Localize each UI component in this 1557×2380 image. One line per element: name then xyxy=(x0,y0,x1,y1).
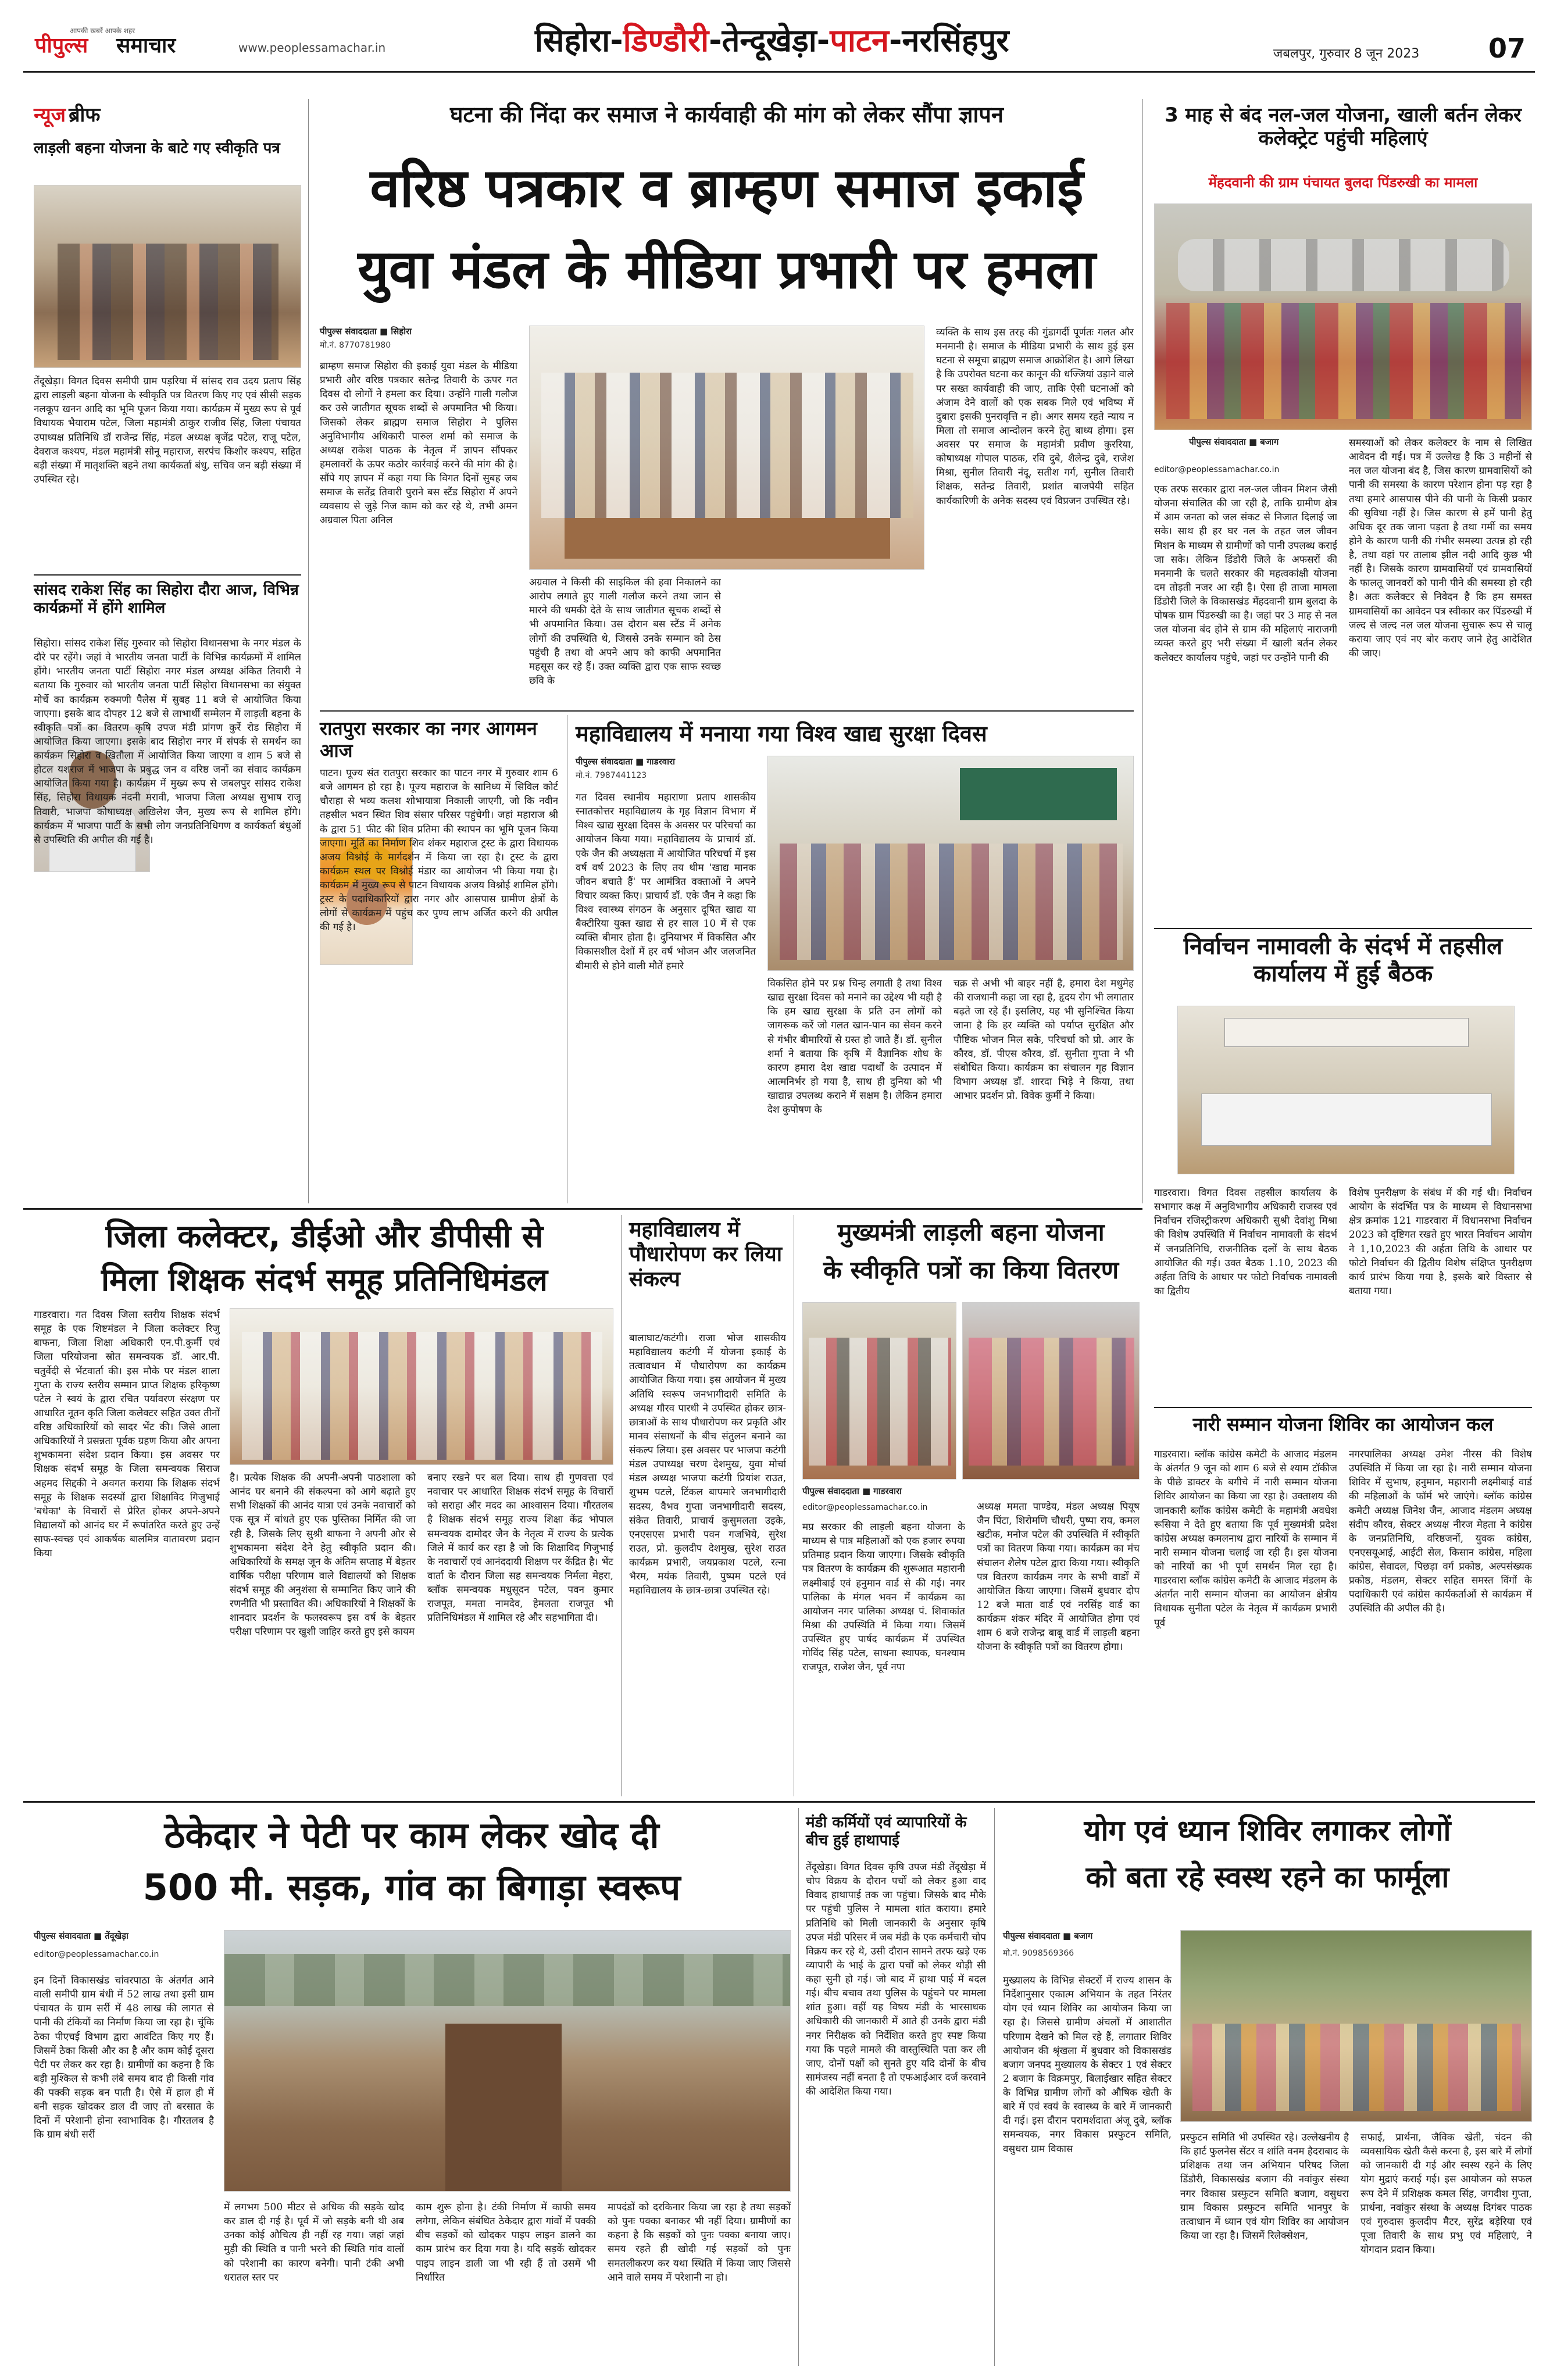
yoga-photo xyxy=(1180,1930,1532,2122)
women-camp-headline: नारी सम्मान योजना शिविर का आयोजन कल xyxy=(1192,1413,1494,1435)
road-photo xyxy=(224,1930,791,2192)
water-headline: 3 माह से बंद नल-जल योजना, खाली बर्तन लेकर कलेक्ट्रेट पहुंची महिलाएं xyxy=(1165,103,1522,151)
byline-place: सिहोरा xyxy=(391,326,412,337)
food-col3: चक्र से अभी भी बाहर नहीं है, हमारा देश मधुमेह की राजधानी कहा जा रहा है, हृदय रोग भी लगातार बढ़ते जा रहे हैं। इसलिए, यह भी सुनिश्चित किया जाना है कि हर व्यक्ति को पर्याप्त सुरक्षित और पौष्टिक भोजन मिल सके, परिचर्चा को प्रो. आर के कौरव, डॉ. पीएस कौरव, डॉ. सुनीता गुप्ता ने भी संबोधित किया। कार्यक्रम का संचालन गृह विज्ञान विभाग अध्यक्ष डॉ. शारदा भिड़े ने किया, तथा आभार प्रदर्शन प्रो. विवेक कुर्मी ने किया। xyxy=(954,978,1134,1102)
byline-place: बजाग xyxy=(1074,1931,1093,1941)
yoga-col3: सफाई, प्रार्थना, जैविक खेती, चंदन की व्यवसायिक खेती कैसे करना है, इस बारे में लोगों को जानकारी दी गई और स्वस्थ रहने के लिए योग मुद्राएं कराई गई। इस आयोजन को सफल रूप देने में प्रशिक्षक कमल सिंह, जगदीश गुप्ता, प्रार्थना, नवांकुर संस्था के अध्यक्ष दिगंबर पाठक एवं गुरुदास कुलदीप मैटर, सुरेंद्र बड़ेरिया एवं पूजा तिवारी के साथ प्रभु एवं महिलाएं, ने योगदान प्रदान किया। xyxy=(1360,2132,1532,2256)
byline-dot: ■ xyxy=(1062,1931,1072,1941)
region-tendukheda: तेन्दूखेड़ा xyxy=(722,22,817,59)
road-headline-line1: ठेकेदार ने पेटी पर काम लेकर खोद दी xyxy=(164,1814,659,1856)
byline-dot: ■ xyxy=(1248,437,1258,447)
dateline: जबलपुर, गुरुवार 8 जून 2023 xyxy=(1273,47,1420,61)
byline-place: गाडरवारा xyxy=(873,1486,902,1496)
byline-dot: ■ xyxy=(93,1931,102,1941)
patan-title: रातपुरा सरकार का नगर आगमन आज xyxy=(320,717,537,762)
column-rule xyxy=(1142,99,1143,1203)
photo-people xyxy=(780,844,1123,960)
byline-mobile: मो.नं. 7987441123 xyxy=(576,771,647,780)
photo-people xyxy=(1192,2024,1521,2111)
yoga-byline xyxy=(1003,1930,1172,1959)
region-sep: - xyxy=(889,22,902,59)
yoga-col2: प्रस्फुटन समिति भी उपस्थित रहे। उल्लेखनीय है कि हार्ट फुलनेस सेंटर व शांति वनम हैदराबाद के प्रशिक्षक तथा जन अभियान परिषद जिला डिंडौरी, विकासखंड बजाग की नवांकुर संस्था नगर विकास प्रस्फुटन समिति बजाग, वसुधरा ग्राम विकास प्रस्फुटन समिति भानपुर के तत्वाधान में ध्यान एवं योग शिविर का आयोजन किया जा रहा है। जिसमें रिलेक्सेशन, xyxy=(1180,2132,1349,2242)
byline-dot: ■ xyxy=(862,1486,871,1496)
column-rule xyxy=(994,1808,995,2366)
byline-name: पीपुल्स संवाददाता xyxy=(1003,1931,1060,1941)
election-col2: विशेष पुनरीक्षण के संबंध में की गई थी। निर्वाचन आयोग के संदर्भित पत्र के माध्यम से विधानसभा क्षेत्र क्रमांक 121 गाडरवारा में विधानसभा निर्वाचन 2023 को दृष्टिगत रखते हुए भारत निर्वाचन आयोग ने 1,10,2023 की अर्हता तिथि के आधार पर फोटो निर्वाचन की द्वितीय विशेष संक्षिप्त पुनरीक्षण कार्य प्रारंभ किया गया है, इसके बारे विस्तार से बताया गया। xyxy=(1349,1187,1532,1297)
yoga-col1: मुख्यालय के विभिन्न सेक्टरों में राज्य शासन के निर्देशानुसार एकात्म अभियान के तहत निरंतर योग एवं ध्यान शिविर का आयोजन किया जा रहा है। जिससे ग्रामीण अंचलों में आशातीत परिणाम देखने को मिल रहे हैं, लगातार शिविर आयोजन की श्रृंखला में बुधवार को विकासखंड बजाग जनपद मुख्यालय के सेक्टर 1 एवं सेक्टर 2 बजाग के विक्रमपुर, बिलाईखार सहित सेक्टर के विभिन्न ग्रामीण लोगों को औषिक खेती के बारे में एवं स्वयं के स्वास्थ्य के बारे में जानकारी दी गई। इस दौरान परामर्शदाता अंजू दुबे, ब्लॉक समन्वयक, नगर विकास प्रस्फुटन समिति, वसुधरा ग्राम विकास xyxy=(1003,1975,1172,2155)
road-headline-line2: 500 मी. सड़क, गांव का बिगाड़ा स्वरूप xyxy=(142,1866,681,1909)
teachers-col3: बनाए रखने पर बल दिया। साथ ही गुणवत्ता एवं नवाचार पर आधारित शिक्षक संदर्भ समूह के विचारों को सराहा और मदद का आश्वासन दिया। गौरतलब है शिक्षक संदर्भ समूह राज्य शिक्षा केंद्र भोपाल समन्वयक दामोदर जैन के नेतृत्व में राज्य के प्रत्येक जिले में कार्य कर रहा है जो कि शिक्षाविद गिजुभाई के नवाचारों एवं आनंददायी शिक्षण पर केंद्रित है। भेंट वार्ता के दौरान जिला सह समन्वयक निर्मला मेहरा, ब्लॉक समन्वयक मधुसूदन पटेल, पवन कुमार राजपूत, ममता नामदेव, हेमलता राजपूत भी प्रतिनिधिमंडल में शामिल रहे और सहभागिता दी। xyxy=(427,1472,613,1624)
plantation-headline: महाविद्यालय में पौधारोपण कर लिया संकल्प xyxy=(629,1218,783,1291)
water-subhead: मेंहदवानी की ग्राम पंचायत बुलदा पिंडरुखी का मामला xyxy=(1208,174,1478,191)
masthead-rule xyxy=(23,71,1535,73)
photo-people xyxy=(969,1338,1134,1466)
news-brief-label xyxy=(34,103,101,127)
road-col1: इन दिनों विकासखंड चांवरपाठा के अंतर्गत आने वाली समीपी ग्राम बंधी में 52 लाख तथा इसी ग्राम पंचायत के ग्राम सर्री में 48 लाख की लागत से पानी की टंकियों का निर्माण किया जा रहा है। चूंकि ठेका पीएचई विभाग द्वारा आवंटित किए गए हैं। जिसमें ठेका किसी और का है और काम कोई दूसरा पेटी पर लेकर कर रहा है। ग्रामीणों का कहना है कि बड़ी मुश्किल से कभी लंबे समय बाद ही किसी गांव की पक्की सड़क बन पाती है। ऐसे में हाल ही में बनी सड़क खोदकर डाल दी जाए तो बरसात के दिनों में परेशानी होना स्वाभाविक है। गौरतलब है कि ग्राम बंधी सर्री xyxy=(34,1975,214,2141)
logo xyxy=(35,28,233,63)
byline-name: पीपुल्स संवाददाता xyxy=(576,756,633,767)
photo-people xyxy=(809,1338,951,1466)
mandi-headline: मंडी कर्मियों एवं व्यापारियों के बीच हुई हाथापाई xyxy=(806,1814,967,1849)
brief1-text: तेंदूखेड़ा। विगत दिवस समीपी ग्राम पड़रिया में सांसद राव उदय प्रताप सिंह द्वारा लाड़ली बहना योजना के स्वीकृति पत्र वितरण किए गए एवं सीसी सड़क नलकूप खनन आदि का भूमि पूजन किया गया। कार्यक्रम में मुख्य रूप से पूर्व विधायक भैयाराम पटेल, जिला महामंत्री ठाकुर राजीव सिंह, जिला पंचायत उपाध्यक्ष प्रतिनिधि डॉ राजेन्द्र सिंह, मंडल अध्यक्ष बृजेंद्र पटेल, राजू पटेल, देवराज कश्यप, मंडल महामंत्री सोनू महाराज, सरपंच किशोर कश्यप, सहित बड़ी संख्या में मातृशक्ति बहने तथा कार्यकर्ता बंधु, सचिव जन बड़ी संख्या में उपस्थित रहे। xyxy=(34,376,301,485)
election-col1: गाडरवारा। विगत दिवस तहसील कार्यालय के सभागार कक्ष में अनुविभागीय अधिकारी राजस्व एवं निर्वाचन रजिस्ट्रीकरण अधिकारी सुश्री देवांशु मिश्रा की विशेष उपस्थिति में निर्वाचन नामावली के संदर्भ में जनप्रतिनिधि, राजनीतिक दलों के साथ बैठक आयोजित की गई। उक्त बैठक 1.10, 2023 की अर्हता तिथि के आधार पर फोटो निर्वाचक नामावली का द्वितीय xyxy=(1154,1187,1337,1297)
lead-col1: ब्राम्हण समाज सिहोरा की इकाई युवा मंडल के मीडिया प्रभारी और वरिष्ठ पत्रकार सतेन्द्र तिवारी के ऊपर गत दिवस दो लोगों ने हमला कर दिया। उन्होंने गाली गलौज कर उसे जातीगत सूचक शब्दों से अपमानित भी किया। जिसको लेकर ब्राह्मण समाज सिहोरा ने पुलिस अनुविभागीय अधिकारी पारुल शर्मा को समाज के अध्यक्ष राकेश पाठक के नेतृत्व में ज्ञापन सौंपकर हमलावरों के ऊपर कठोर कार्रवाई करने की मांग की है। सौंपे गए ज्ञापन में कहा गया कि विगत दिनों सुबह जब समाज के सतेंद्र तिवारी पुराने बस स्टैंड सिहोरा में अपने व्यवसाय से जुड़े निज काम को कर रहे थे, तभी अमन अग्रवाल पिता अनिल xyxy=(320,360,517,527)
byline-name: पीपुल्स संवाददाता xyxy=(1189,437,1246,447)
lead-byline xyxy=(320,326,517,351)
region-narsinghpur: नरसिंहपुर xyxy=(902,22,1009,59)
election-headline: निर्वाचन नामावली के संदर्भ में तहसील कार्यालय में हुई बैठक xyxy=(1183,933,1503,988)
water-photo xyxy=(1154,203,1532,430)
plantation-text: बालाघाट/कटंगी। राजा भोज शासकीय महाविद्यालय कटंगी में योजना इकाई के तत्वावधान में पौधारोपण का कार्यक्रम आयोजित किया गया। इस आयोजन में मुख्य अतिथि स्वरूप जनभागीदारी समिति के अध्यक्ष गौरव पारधी ने उपस्थित होकर छात्र-छात्राओं के साथ पौधारोपण कर प्रकृति और मानव संसाधनों के बीच संतुलन बनाने का संकल्प लिया। इस अवसर पर भाजपा कटंगी मंडल उपाध्यक्ष चरण देशमुख, युवा मोर्चा मंडल अध्यक्ष भाजपा कटंगी प्रियांश राउत, शुभम पटले, टिंकल बापमारे जनभागीदारी सदस्य, वैभव गुप्ता जनभागीदारी सदस्य, संकेत तिवारी, प्राचार्य कुसुमलता उइके, एनएसएस प्रभारी पवन गजभिये, सुरेश राउत, प्रो. कुलदीप देशमुख, सुरेश राउत कार्यक्रम प्रभारी, जयप्रकाश पटले, रत्ना भैरम, मयंक तिवारी, पुष्पम पटले एवं महाविद्यालय के छात्र-छात्रा उपस्थित रहे। xyxy=(629,1332,786,1597)
cm-ladli-photo-2 xyxy=(962,1302,1140,1480)
masthead xyxy=(23,16,1535,69)
photo-banner xyxy=(960,768,1117,820)
election-photo xyxy=(1177,1006,1515,1174)
region-sep: - xyxy=(816,22,830,59)
food-photo xyxy=(767,756,1134,971)
food-byline xyxy=(576,756,762,781)
brief2-text: सिहोरा। सांसद राकेश सिंह गुरुवार को सिहोरा विधानसभा के नगर मंडल के दौरे पर रहेंगे। जहां वे भारतीय जनता पार्टी के विभिन्न कार्यक्रमों में शामिल होंगे। भारतीय जनता पार्टी सिहोरा नगर मंडल अध्यक्ष अंकित तिवारी ने बताया कि गुरुवार को भारतीय जनता पार्टी सिहोरा विधानसभा का संयुक्त मोर्चे का कार्यक्रम रुक्मणी पैलेस में सुबह 11 बजे से आयोजित किया जाएगा। इसके बाद दोपहर 12 बजे से लाभार्थी सम्मेलन में लाड़ली बहना के स्वीकृति पत्रों का वितरण कृषि उपज मंडी प्रांगण कुर्रे रोड सिहोरा में आयोजित किया जाएगा। इसके बाद सिहोरा नगर में संपर्क से समर्थन का कार्यक्रम सिहोरा व खितौला में आयोजित किया जाएगा व शाम 5 बजे से होटल यशराज में भाजपा के प्रबुद्ध जन व वरिष्ठ जनों का संवाद कार्यक्रम आयोजित किया गया है। कार्यक्रम में मुख्य रूप से जबलपुर सांसद राकेश सिंह, सिहोरा विधायक नंदनी मरावी, भाजपा जिला अध्यक्ष सुभाष राजू तिवारी, भाजपा कोषाध्यक्ष अखिलेश जैन, मुख्य रूप से शामिल होंगे। कार्यक्रम में भाजपा पार्टी के सभी लोग जनप्रतिनिधिगण व कार्यकर्ता बंधुओं से उपस्थिति की अपील की गई है। xyxy=(34,638,301,846)
divider xyxy=(23,1801,1535,1803)
divider xyxy=(1154,1407,1532,1408)
news-brief-label-brief: ब्रीफ xyxy=(69,103,101,127)
water-email[interactable]: editor@peoplessamachar.co.in xyxy=(1154,465,1280,474)
cm-ladli-headline-line1: मुख्यमंत्री लाड़ली बहना योजना xyxy=(837,1218,1105,1246)
region-sihora: सिहोरा xyxy=(535,22,610,59)
website-link[interactable]: www.peoplessamachar.in xyxy=(238,41,386,55)
cm-ladli-col1: मप्र सरकार की लाड़ली बहना योजना के माध्यम से पात्र महिलाओं को एक हजार रुपया प्रतिमाह प्रदान किया जाएगा। जिसके स्वीकृति पत्र वितरण के कार्यक्रम की शुरूआत महारानी लक्ष्मीबाई एवं हनुमान वार्ड से की गई। नगर पालिका के मंगल भवन में कार्यक्रम का आयोजन नगर पालिका अध्यक्ष पं. शिवाकांत मिश्रा की उपस्थिति में किया गया। जिसमें उपस्थित हुए पार्षद कार्यक्रम में उपस्थित गोविंद सिंह पटेल, साधना स्थापक, घनश्याम राजपूत, राजेश जैन, पूर्व नपा xyxy=(802,1521,965,1674)
photo-people xyxy=(541,373,913,518)
lead-headline-line2: युवा मंडल के मीडिया प्रभारी पर हमला xyxy=(358,238,1096,301)
road-byline xyxy=(34,1930,220,1959)
column-rule xyxy=(621,1215,622,1796)
women-camp-col2: नगरपालिका अध्यक्ष उमेश नीरस की विशेष उपस्थिति में किया जा रहा है। नारी सम्मान योजना शिविर में सुभाष, हनुमान, महारानी लक्ष्मीबाई वार्ड की महिलाओं के फॉर्म भरे जाएंगे। ब्लॉक कांग्रेस कमेटी अध्यक्ष जिनेश जैन, आजाद मंडलम अध्यक्ष संदीप कौरव, सेक्टर अध्यक्ष नीरज मेहता ने कांग्रेस के जनप्रतिनिधि, वरिष्ठजनों, युवक कांग्रेस, एनएसयूआई, आईटी सेल, किसान कांग्रेस, महिला कांग्रेस, सेवादल, पिछड़ा वर्ग प्रकोष्ठ, अल्पसंख्यक प्रकोष्ठ, मंडलम, सेक्टर सहित समस्त विंगों के पदाधिकारी एवं कांग्रेस कार्यकर्ताओं से कार्यक्रम में उपस्थिति की अपील की है। xyxy=(1349,1449,1532,1615)
cm-ladli-photo-1 xyxy=(802,1302,956,1480)
cm-ladli-headline-line2: के स्वीकृति पत्रों का किया वितरण xyxy=(823,1256,1119,1284)
byline-name: पीपुल्स संवाददाता xyxy=(320,326,377,337)
cm-ladli-email[interactable]: editor@peoplessamachar.co.in xyxy=(802,1503,928,1512)
water-col1: एक तरफ सरकार द्वारा नल-जल जीवन मिशन जैसी योजना संचालित की जा रही है, ताकि ग्रामीण क्षेत्र में आम जनता को जल संकट से निजात दिलाई जा सके। साथ ही हर घर नल के तहत जल जीवन मिशन के माध्यम से ग्रामीणों को पानी उपलब्ध कराई जा सके। लेकिन डिंडोरी जिले के अफसरों की मनमानी के चलते सरकार की महत्वकांक्षी योजना दम तोड़ती नजर आ रही है। ऐसा ही ताजा मामला डिंडोरी जिले के विकासखंड मेंहदवानी ग्राम बुलदा के पोषक ग्राम पिंडरुखी का है। जहां पर 3 माह से नल जल योजना बंद होने से ग्राम की महिलाएं नाराजगी व्यक्त करते हुए भरी संख्या में खाली बर्तन लेकर कलेक्टर कार्यालय पहुंचे, जहां पर उन्होंने पानी की xyxy=(1154,484,1337,664)
divider xyxy=(320,710,1134,712)
byline-dot: ■ xyxy=(379,326,388,337)
water-col2: समस्याओं को लेकर कलेक्टर के नाम से लिखित आवेदन दी गई। पत्र में उल्लेख है कि 3 महीनों से नल जल योजना बंद है, जिस कारण ग्रामवासियों को पानी की समस्या के कारण परेशान होना पड़ रहा है तथा हमारे आसपास पीने की पानी के किसी प्रकार की सुविधा नहीं है। जिस कारण से हमें पानी हेतु अधिक दूर तक जाना पड़ता है तथा गर्मी का समय होने के कारण पानी की गंभीर समस्या उत्पन्न हो रही है, तथा वहां पर तालाब झील नदी आदि कुछ भी नहीं है। जिसके कारण ग्रामवासियों एवं ग्रामवासियों के फालतू जानवरों को पानी पीने की समस्या हो रही है। अतः कलेक्टर से निवेदन है कि हम समस्त ग्रामवासियों का आवेदन पत्र स्वीकार कर पिंडरुखी में जल्द से जल्द नल जल योजना सुचारू रूप से चालू कराया जाए एवं नए बोर कराए जाने हेतु आदेशित की जाए। xyxy=(1349,437,1532,659)
yoga-headline-line2: को बता रहे स्वस्थ रहने का फार्मूला xyxy=(1085,1860,1449,1894)
road-col3: काम शुरू होना है। टंकी निर्माण में काफी समय लगेगा, लेकिन संबंधित ठेकेदार द्वारा गांवों में पक्की बीच सड़कों को खोदकर पाइप लाइन डालने का काम प्रारंभ कर दिया गया है। यदि सड़कें खोदकर पाइप लाइन डाली जा भी रही हैं तो उसमें भी निर्धारित xyxy=(416,2202,596,2283)
photo-trench xyxy=(445,2024,562,2192)
road-col2: में लगभग 500 मीटर से अधिक की सड़के खोद कर डाल दी गई है। पूर्व में जो सड़के बनी थी अब उनका कोई औचित्य ही नहीं रह गया। जहां जहां मुड़ी की स्थिति व पानी भरने की स्थिति गांव वालों को परेशानी का कारण बनेगी। पानी टंकी अभी धरातल स्तर पर xyxy=(224,2202,404,2283)
road-col4: मापदंडों को दरकिनार किया जा रहा है तथा सड़कों को पुनः पक्का बनाकर भी नहीं दिया। ग्रामीणों का कहना है कि सड़कों को पुनः पक्का बनाया जाए। समय रहते ही खोदी गई सड़कों को पुनः समतलीकरण कर यथा स्थिति में किया जाए जिससे आने वाले समय में परेशानी ना हो। xyxy=(608,2202,791,2283)
teachers-headline-line1: जिला कलेक्टर, डीईओ और डीपीसी से xyxy=(105,1218,544,1255)
page-number: 07 xyxy=(1488,33,1526,64)
water-byline xyxy=(1189,436,1363,448)
region-sep: - xyxy=(610,22,623,59)
column-rule xyxy=(798,1808,799,2366)
lead-headline-line1: वरिष्ठ पत्रकार व ब्राम्हण समाज इकाई xyxy=(370,157,1084,219)
cm-ladli-byline xyxy=(802,1485,1140,1497)
region-patan: पाटन xyxy=(830,22,890,59)
photo-people xyxy=(242,1332,602,1460)
photo-banner xyxy=(1224,1018,1469,1047)
divider xyxy=(34,574,301,576)
byline-name: पीपुल्स संवाददाता xyxy=(34,1931,91,1941)
teachers-photo xyxy=(230,1308,613,1465)
lead-kicker: घटना की निंदा कर समाज ने कार्यवाही की मांग को लेकर सौंपा ज्ञापन xyxy=(450,102,1004,127)
lead-photo xyxy=(529,326,924,570)
photo-trees xyxy=(224,1954,791,2006)
lead-col3: व्यक्ति के साथ इस तरह की गुंडागर्दी पूर्णतः गलत और मनमानी है। समाज के मीडिया प्रभारी के साथ हुई इस घटना से समूचा ब्राह्मण समाज आक्रोशित है। आगे लिखा है कि उपरोक्त घटना कर कानून की धज्जियां उड़ाने वाले पर सख्त कार्यवाही की जाए, ताकि ऐसी घटनाओं को अंजाम देने वालों को एक सबक मिले एवं भविष्य में दुबारा इसकी पुनरावृत्ति न हो। अगर समय रहते न्याय न मिला तो समाज आन्दोलन करने हेतु बाध्य होगा। इस अवसर पर समाज के महामंत्री प्रवीण कुररिया, कोषाध्यक्ष गोपाल पाठक, रवि दुबे, शैलेन्द्र दुबे, राजेश मिश्रा, सुनील तिवारी नंदू, सतीश गर्ग, सुनील तिवारी शिक्षक, सतेन्द्र तिवारी, प्रशांत बाजपेयी सहित कार्यकारिणी के अनेक सदस्य एवं विप्रजन उपस्थित रहे। xyxy=(936,327,1134,507)
women-camp-col1: गाडरवारा। ब्लॉक कांग्रेस कमेटी के आजाद मंडलम के अंतर्गत 9 जून को शाम 6 बजे से श्याम टॉकीज के पीछे डाक्टर के बगीचे में नारी सम्मान योजना शिविर आयोजन का किया जा रहा है। उक्ताशय की जानकारी ब्लॉक कांग्रेस कमेटी के महामंत्री अवधेश रूसिया ने देते हुए बताया कि पूर्व मुख्यमंत्री प्रदेश कांग्रेस अध्यक्ष कमलनाथ द्वारा नारियों के सम्मान में नारी सम्मान योजना चलाई जा रही है। इस योजना को नारियों का भी पूर्ण समर्थन मिल रहा है। गाडरवारा ब्लॉक कांग्रेस कमेटी के आजाद मंडलम के अंतर्गत नारी सम्मान योजना का आयोजन क्षेत्रीय विधायक सुनीता पटेल के नेतृत्व में कार्यक्रम प्रभारी पूर्व xyxy=(1154,1449,1337,1629)
mandi-text: तेंदूखेड़ा। विगत दिवस कृषि उपज मंडी तेंदूखेड़ा में चोप विक्रय के दौरान पर्चों को लेकर हुआ वाद विवाद हाथापाई तक जा पहुंचा। जिसके बाद मौके पर पहुंची पुलिस ने मामला शांत कराया। हमारे प्रतिनिधि को मिली जानकारी के अनुसार कृषि उपज मंडी परिसर में जब मंडी के एक कर्मचारी चोप विक्रय कर रहे थे, उसी दौरान सामने तरफ खड़े एक व्यापारी के भाई के द्वारा पर्चों को लेकर थोड़ी सी कहा सुनी हो गई। जो बाद में हाथा पाई में बदल गई। बीच बचाव तथा पुलिस के पहुंचने पर मामला शांत हुआ। वहीं यह विषय मंडी के भारसाधक अधिकारी की जानकारी में आते ही उनके द्वारा मंडी नगर निरीक्षक को निर्देशित करते हुए स्पष्ट किया गया कि पहले मामले की वास्तुस्थिति पता कर ली जाए, दोनों पक्षों को सुनते हुए यदि दोनों के बीच सामंजस्य नहीं बनता है तो एफआईआर दर्ज करवाने की आदेशित किया गया। xyxy=(806,1861,986,2097)
photo-table xyxy=(565,518,890,559)
patan-text: पाटन। पूज्य संत रातपुरा सरकार का पाटन नगर में गुरुवार शाम 6 बजे आगमन हो रहा है। पूज्य महाराज के सानिध्य में सिविल कोर्ट चौराहा से भव्य कलश शोभायात्रा निकाली जाएगी, जो कि नवीन तहसील भवन स्थित शिव संसार परिसर पहुंचेगी। जहां महाराज श्री के द्वारा 51 फीट की शिव प्रतिमा की स्थापन का भूमि पूजन किया जाएगा। मूर्ति का निर्माण शिव शंकर महाराज ट्रस्ट के द्वारा विधायक अजय विश्नोई के मार्गदर्शन में किया जा रहा है। ट्रस्ट के द्वारा कार्यक्रम स्थल पर विश्नोई मंडार का आयोजन भी किया गया है। कार्यक्रम में मुख्य रूप से पाटन विधायक अजय विश्नोई शामिल होंगे। ट्रस्ट के पदाधिकारियों द्वारा नगर और आसपास ग्रामीण क्षेत्रों के लोगों से कार्यक्रम में पहुंच कर पुण्य लाभ अर्जित करने की अपील की गई है। xyxy=(320,767,558,934)
photo-table xyxy=(1201,1093,1492,1146)
photo-people xyxy=(58,244,278,360)
brief1-title: लाड़ली बहना योजना के बाटे गए स्वीकृति पत्र xyxy=(34,140,280,157)
yoga-headline-line1: योग एवं ध्यान शिविर लगाकर लोगों xyxy=(1084,1814,1451,1847)
teachers-col2: है। प्रत्येक शिक्षक की अपनी-अपनी पाठशाला को आनंद घर बनाने की संकल्पना को आगे बढ़ाते हुए सभी शिक्षकों की आनंद यात्रा एवं उनके नवाचारों को एक सूत्र में बांधते हुए एक पुस्तिका निर्मित की जा रही है, जिसके लिए सुश्री बाफना ने अपनी ओर से शुभकामना संदेश देने हेतु स्वीकृति प्रदान की। अधिकारियों के समक्ष जून के अंतिम सप्ताह में बेहतर वार्षिक परीक्षा परिणाम वाले विद्यालयों को शिक्षक संदर्भ समूह की अनुशंसा से सम्मानित किए जाने की रणनीति भी प्रस्तावित की। अधिकारियों ने शिक्षकों के शानदार प्रदर्शन के फलस्वरूप इस वर्ष के बेहतर परीक्षा परिणाम पर खुशी जाहिर करते हुए इसे कायम xyxy=(230,1472,416,1638)
photo-pots xyxy=(1178,239,1509,291)
divider xyxy=(23,1208,1142,1210)
teachers-headline-line2: मिला शिक्षक संदर्भ समूह प्रतिनिधिमंडल xyxy=(101,1262,548,1298)
byline-name: पीपुल्स संवाददाता xyxy=(802,1486,859,1496)
teachers-col1: गाडरवारा। गत दिवस जिला स्तरीय शिक्षक संदर्भ समूह के एक शिष्टमंडल ने जिला कलेक्टर रिजु बाफना, जिला शिक्षा अधिकारी एन.पी.कुर्मी एवं जिला परियोजना स्रोत समन्वयक डॉ. आर.पी. चतुर्वेदी से भेंटवार्ता की। इस मौके पर मंडल शाला गुप्ता के राज्य स्तरीय सम्मान प्राप्त शिक्षक हरिकृष्ण पटेल ने स्वयं के द्वारा रचित पर्यावरण संरक्षण पर आधारित नूतन कृति जिला कलेक्टर सहित उक्त तीनों वरिष्ठ अधिकारियों को सादर भेंट की। जिसे आला अधिकारियों ने प्रसन्नता पूर्वक ग्रहण किया और अपना शुभकामना संदेश प्रदान किया। इस अवसर पर शिक्षक संदर्भ समूह के जिला समन्वयक सिराज अहमद सिद्दकी ने अवगत कराया कि शिक्षक संदर्भ समूह के शिक्षक सदस्यों द्वारा शिक्षाविद गिजुभाई 'बधेका' के विचारों से प्रेरित होकर अपने-अपने विद्यालयों को आनंद घर में रूपांतरित करते हुए उन्हें साफ-स्वच्छ एवं आकर्षक बालमित्र वातावरण प्रदान किया xyxy=(34,1309,220,1560)
logo-tagline: आपकी खबरें आपके शहर xyxy=(70,27,135,35)
divider xyxy=(1154,928,1532,929)
brief2-title: सांसद राकेश सिंह का सिहोरा दौरा आज, विभिन्न कार्यक्रमों में होंगे शामिल xyxy=(34,581,299,617)
region-sep: - xyxy=(709,22,722,59)
food-col2: विकसित होने पर प्रश्न चिन्ह लगाती है तथा विश्व खाद्य सुरक्षा दिवस को मनाने का उद्देश्य भी यही है कि हम खाद्य सुरक्षा के प्रति उन लोगों को जागरूक करें जो गलत खान-पान का सेवन करने से गंभीर बीमारियों से ग्रस्त हो जाते हैं। डॉ. सुनील शर्मा ने बताया कि कृषि में वैज्ञानिक शोध के कारण हमारा देश खाद्य पदार्थों के उत्पादन में आत्मनिर्भर हो गया है, साथ ही दुनिया को भी खाद्यान्न उपलब्ध कराने में सक्षम है। लेकिन हमारा देश कुपोषण के xyxy=(767,978,942,1116)
cm-ladli-col2: अध्यक्ष ममता पाण्डेय, मंडल अध्यक्ष पियूष जैन पिंटा, शिरोमणि चौधरी, पुष्पा राय, कमल खटीक, मनोज पटेल की उपस्थिति में स्वीकृति पत्रों का वितरण किया गया। कार्यक्रम का मंच संचालन शैलेष पटेल द्वारा किया गया। स्वीकृति पत्र वितरण कार्यक्रम नगर के सभी वार्डों में आयोजित किया जाएगा। जिसमें बुधवार दोप 12 बजे माता वार्ड एवं नरसिंह वार्ड का कार्यक्रम शंकर मंदिर में आयोजित होगा एवं शाम 6 बजे राजेन्द्र बाबू वार्ड में लाड़ली बहना योजना के स्वीकृति पत्रों का वितरण होगा। xyxy=(977,1501,1140,1653)
byline-place: तेंदूखेड़ा xyxy=(105,1931,128,1941)
byline-dot: ■ xyxy=(635,756,644,767)
byline-mobile: मो.नं. 8770781980 xyxy=(320,341,391,350)
road-email[interactable]: editor@peoplessamachar.co.in xyxy=(34,1950,159,1959)
column-rule xyxy=(308,99,309,1203)
logo-samachar: समाचार xyxy=(116,34,176,58)
news-brief-label-news: न्यूज xyxy=(34,103,66,127)
lead-col3-part xyxy=(733,576,924,703)
food-headline: महाविद्यालय में मनाया गया विश्व खाद्य सुरक्षा दिवस xyxy=(576,721,987,746)
byline-place: गाडरवारा xyxy=(647,756,675,767)
byline-mobile: मो.नं. 9098569366 xyxy=(1003,1949,1074,1958)
food-col1: गत दिवस स्थानीय महाराणा प्रताप शासकीय स्नातकोत्तर महाविद्यालय के गृह विज्ञान विभाग में विश्व खाद्य सुरक्षा दिवस के अवसर पर परिचर्चा का आयोजन किया गया। महाविद्यालय के प्राचार्य डॉ. एके जैन की अध्यक्षता में आयोजित परिचर्चा में इस वर्ष वर्ष 2023 के लिए तय थीम 'खाद्य मानक जीवन बचाते हैं' पर आमंत्रित वक्ताओं ने अपने विचार व्यक्त किए। प्राचार्य डॉ. एके जैन ने कहा कि विश्व स्वास्थ्य संगठन के अनुसार दूषित खाद्य या बैक्टीरिया युक्त खाद्य से हर साल 10 में से एक व्यक्ति बीमार होता है। दुनियाभर में विकसित और विकासशील देशों में हर वर्ष भोजन और जलजनित बीमारी से होने वाली मौतें हमारे xyxy=(576,792,756,972)
brief1-photo xyxy=(34,185,301,368)
logo-main: पीपुल्स xyxy=(35,34,88,58)
photo-women xyxy=(1166,303,1521,419)
region-names xyxy=(535,22,1209,63)
region-dindori: डिण्डौरी xyxy=(623,22,709,59)
lead-col2: अग्रवाल ने किसी की साइकिल की हवा निकालने का आरोप लगाते हुए गाली गलौज करने तथा जान से मारने की धमकी देते के साथ जातीगत सूचक शब्दों से भी अपमानित किया। उस दौरान बस स्टैंड में अनेक लोगों की उपस्थिति थे, जिससे उनके सम्मान को ठेस पहुंची है तथा वो अपने आप को काफी अपमानित महसूस कर रहे हैं। उक्त व्यक्ति द्वारा एक साफ स्वच्छ छवि के xyxy=(529,577,721,687)
byline-place: बजाग xyxy=(1260,437,1279,447)
